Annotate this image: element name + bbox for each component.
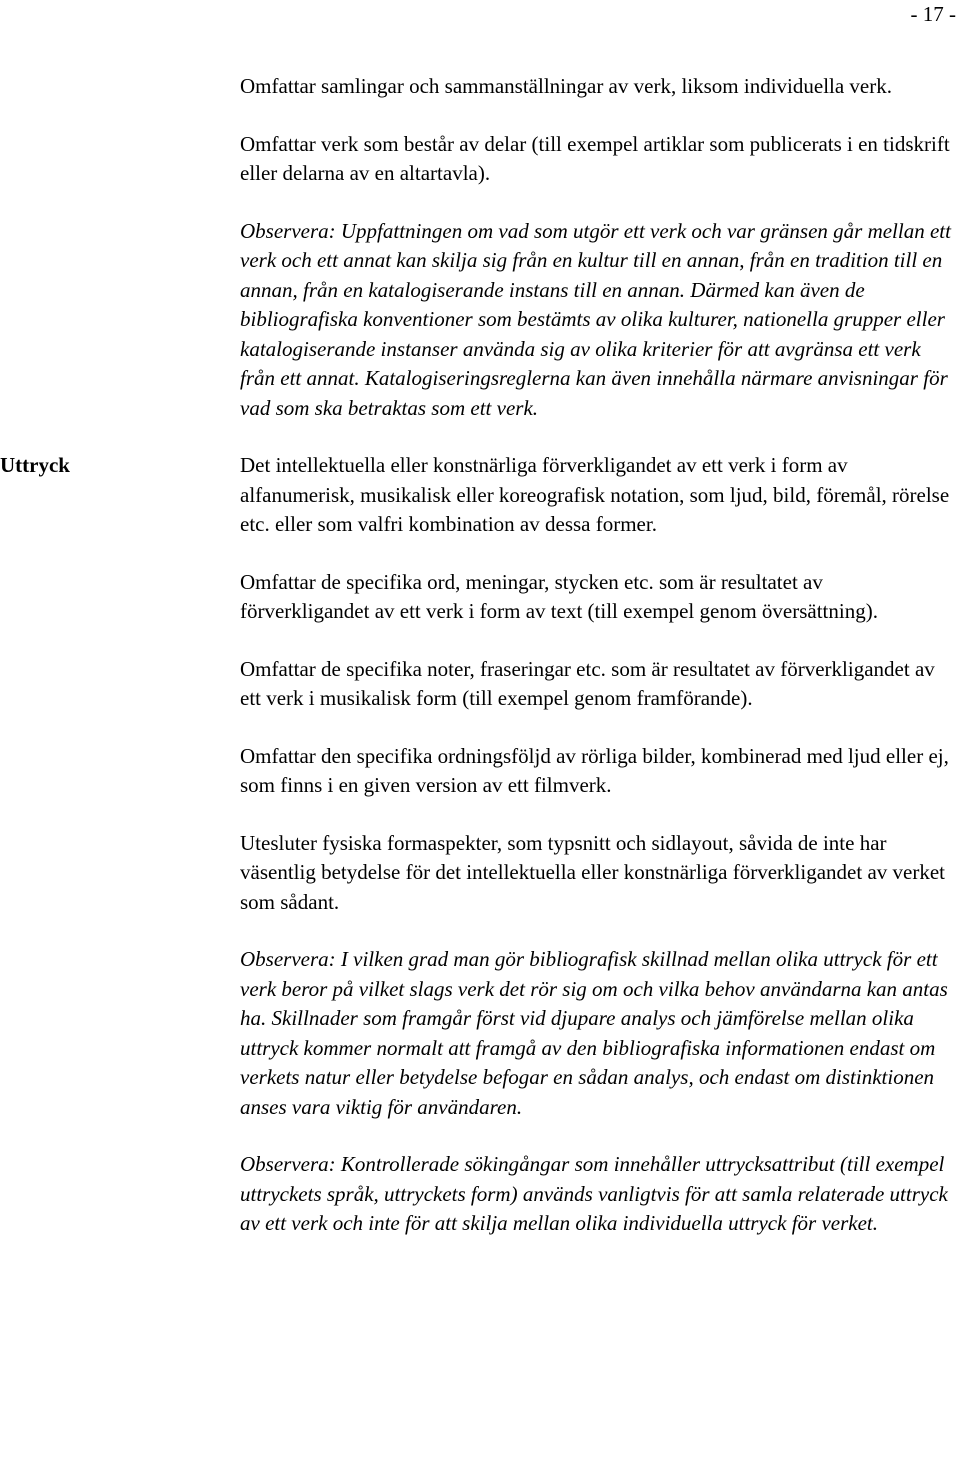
expression-paragraph-text: Omfattar de specifika ord, meningar, stycken etc. som är resultatet av förverkligandet av ett verk i form av text (till exempel genom översättning). [240,569,878,623]
expression-paragraph-excludes: Utesluter fysiska formaspekter, som typsnitt och sidlayout, såvida de inte har väsentlig betydelse för det intellektuella eller konstnärliga förverkligandet av verket som sådant. [240,830,945,914]
page-number: - 17 - [910,2,956,26]
section-work [0,72,960,423]
document-body [0,72,960,1239]
term-uttryck: Uttryck [0,453,70,477]
work-paragraph-1: Omfattar samlingar och sammanställningar av verk, liksom individuella verk. [240,74,892,98]
expression-paragraph-music: Omfattar de specifika noter, fraseringar etc. som är resultatet av förverkligandet av ett verk i musikalisk form (till exempel genom framförande). [240,656,935,710]
work-paragraph-2: Omfattar verk som består av delar (till exempel artiklar som publicerats i en tidskrift eller delarna av en altartavla). [240,131,950,185]
section-expression [0,451,960,1239]
expression-definition: Det intellektuella eller konstnärliga förverkligandet av ett verk i form av alfanumerisk, musikalisk eller koreografisk notation, som ljud, bild, föremål, rörelse etc. eller som valfri kombination av dessa former. [240,453,950,536]
expression-paragraph-film: Omfattar den specifika ordningsföljd av rörliga bilder, kombinerad med ljud eller ej, som finns i en given version av ett filmverk. [240,743,949,797]
expression-note-2: Observera: Kontrollerade sökingångar som innehåller uttrycksattribut (till exempel uttryckets språk, uttryckets form) används vanligtvis för att samla relaterade uttryck av ett verk och inte för att skilja mellan olika individuella uttryck för verket. [240,1152,948,1235]
expression-note-1: Observera: I vilken grad man gör bibliografisk skillnad mellan olika uttryck för ett verk beror på vilket slags verk det rör sig om och vilka behov användarna kan antas ha. Skillnader som framgår först vid djupare analys och jämförelse mellan olika uttryck kommer normalt att framgå av den bibliografiska informationen endast om verkets natur eller betydelse befogar en sådan analys, och endast om distinktionen anses vara viktig för användaren. [240,947,948,1119]
work-note: Observera: Uppfattningen om vad som utgör ett verk och var gränsen går mellan ett verk och ett annat kan skilja sig från en kultur till en annan, från en tradition till en annan, från en katalogiserande instans till en annan. Därmed kan även de bibliografiska konventioner som bestämts av olika kulturer, nationella grupper eller katalogiserande instanser använda sig av olika kriterier för att avgränsa ett verk från ett annat. Katalogiseringsreglerna kan även innehålla närmare anvisningar för vad som ska betraktas som ett verk. [240,218,951,420]
